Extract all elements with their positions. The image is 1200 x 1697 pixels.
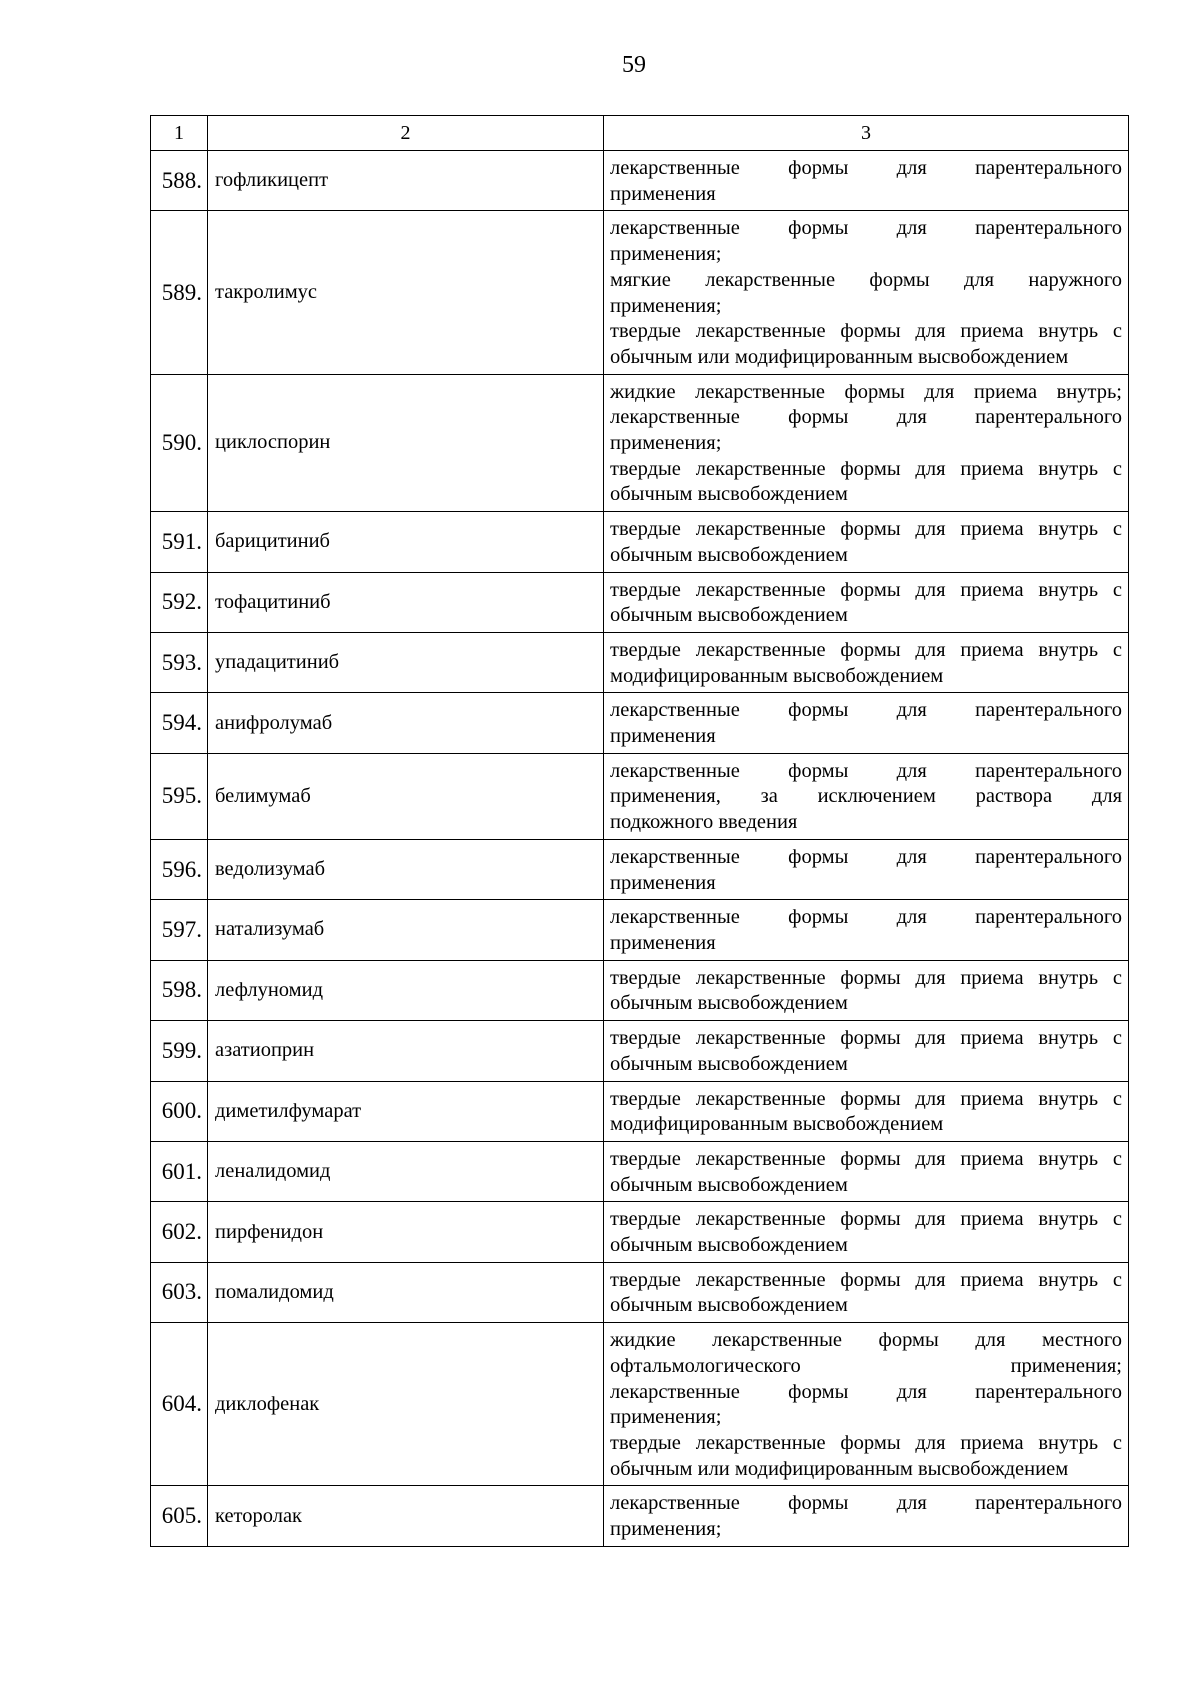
dosage-forms-line: твердые лекарственные формы для приема внутрь с bbox=[610, 1208, 1122, 1231]
dosage-forms-line: обычным или модифицированным высвобождением bbox=[610, 345, 1069, 368]
dosage-forms-line: обычным высвобождением bbox=[610, 992, 848, 1015]
dosage-forms bbox=[604, 900, 1129, 960]
dosage-forms-line: обычным или модифицированным высвобождением bbox=[610, 1457, 1069, 1480]
dosage-forms-line: жидкие лекарственные формы для местного bbox=[610, 1329, 1122, 1352]
drug-name: анифролумаб bbox=[208, 693, 604, 753]
row-number: 594. bbox=[151, 693, 208, 753]
table-row bbox=[151, 900, 1129, 960]
dosage-forms-line: обычным высвобождением bbox=[610, 1294, 848, 1317]
dosage-forms-line: жидкие лекарственные формы для приема внутрь; bbox=[610, 380, 1122, 403]
dosage-forms-line: твердые лекарственные формы для приема внутрь с bbox=[610, 1027, 1122, 1050]
drug-name: упадацитиниб bbox=[208, 632, 604, 692]
dosage-forms bbox=[604, 572, 1129, 632]
dosage-forms bbox=[604, 512, 1129, 572]
dosage-forms-line: применения; bbox=[610, 294, 722, 317]
table-row bbox=[151, 572, 1129, 632]
dosage-forms-line: лекарственные формы для парентерального bbox=[610, 699, 1122, 722]
dosage-forms-line: применения; bbox=[610, 1518, 722, 1541]
dosage-forms bbox=[604, 1323, 1129, 1486]
drug-name: белимумаб bbox=[208, 753, 604, 839]
dosage-forms-line: обычным высвобождением bbox=[610, 483, 848, 506]
drug-name: натализумаб bbox=[208, 900, 604, 960]
row-number: 603. bbox=[151, 1262, 208, 1322]
dosage-forms bbox=[604, 1081, 1129, 1141]
dosage-forms-line: применения bbox=[610, 871, 716, 894]
drug-name: циклоспорин bbox=[208, 374, 604, 512]
dosage-forms-line: твердые лекарственные формы для приема внутрь с bbox=[610, 320, 1122, 343]
dosage-forms bbox=[604, 960, 1129, 1020]
table-row bbox=[151, 1081, 1129, 1141]
dosage-forms-line: лекарственные формы для парентерального bbox=[610, 1380, 1122, 1403]
table-row bbox=[151, 1021, 1129, 1081]
row-number: 597. bbox=[151, 900, 208, 960]
table-row bbox=[151, 1486, 1129, 1546]
table-row bbox=[151, 151, 1129, 211]
table-row bbox=[151, 632, 1129, 692]
dosage-forms-line: твердые лекарственные формы для приема внутрь с bbox=[610, 518, 1122, 541]
dosage-forms bbox=[604, 1202, 1129, 1262]
row-number: 596. bbox=[151, 839, 208, 899]
dosage-forms-line: обычным высвобождением bbox=[610, 1234, 848, 1257]
dosage-forms-line: обычным высвобождением bbox=[610, 543, 848, 566]
dosage-forms-line: лекарственные формы для парентерального bbox=[610, 845, 1122, 868]
dosage-forms-line: применения bbox=[610, 182, 716, 205]
dosage-forms bbox=[604, 1141, 1129, 1201]
row-number: 598. bbox=[151, 960, 208, 1020]
row-number: 593. bbox=[151, 632, 208, 692]
table-row bbox=[151, 1141, 1129, 1201]
drug-name: ведолизумаб bbox=[208, 839, 604, 899]
dosage-forms-line: лекарственные формы для парентерального bbox=[610, 906, 1122, 929]
row-number: 590. bbox=[151, 374, 208, 512]
dosage-forms bbox=[604, 151, 1129, 211]
dosage-forms-line: модифицированным высвобождением bbox=[610, 664, 944, 687]
dosage-forms bbox=[604, 839, 1129, 899]
table-row bbox=[151, 693, 1129, 753]
table-row bbox=[151, 211, 1129, 374]
dosage-forms-line: подкожного введения bbox=[610, 811, 798, 834]
dosage-forms-line: офтальмологического применения; bbox=[610, 1354, 1122, 1377]
dosage-forms-line: применения bbox=[610, 931, 716, 954]
dosage-forms-line: обычным высвобождением bbox=[610, 1052, 848, 1075]
table-row bbox=[151, 1202, 1129, 1262]
dosage-forms-line: твердые лекарственные формы для приема внутрь с bbox=[610, 966, 1122, 989]
dosage-forms bbox=[604, 1021, 1129, 1081]
drug-name: лефлуномид bbox=[208, 960, 604, 1020]
dosage-forms-line: твердые лекарственные формы для приема внутрь с bbox=[610, 1087, 1122, 1110]
row-number: 595. bbox=[151, 753, 208, 839]
dosage-forms-line: мягкие лекарственные формы для наружного bbox=[610, 268, 1122, 291]
dosage-forms-line: лекарственные формы для парентерального bbox=[610, 1492, 1122, 1515]
table-row bbox=[151, 839, 1129, 899]
table-row bbox=[151, 512, 1129, 572]
dosage-forms-line: применения bbox=[610, 725, 716, 748]
row-number: 599. bbox=[151, 1021, 208, 1081]
dosage-forms-line: лекарственные формы для парентерального bbox=[610, 157, 1122, 179]
row-number: 592. bbox=[151, 572, 208, 632]
dosage-forms-line: твердые лекарственные формы для приема внутрь с bbox=[610, 1431, 1122, 1454]
row-number: 604. bbox=[151, 1323, 208, 1486]
drug-name: диметилфумарат bbox=[208, 1081, 604, 1141]
drug-name: такролимус bbox=[208, 211, 604, 374]
dosage-forms-line: твердые лекарственные формы для приема внутрь с bbox=[610, 1268, 1122, 1291]
dosage-forms bbox=[604, 1486, 1129, 1546]
column-header-1: 1 bbox=[151, 116, 208, 151]
dosage-forms bbox=[604, 374, 1129, 512]
drug-name: диклофенак bbox=[208, 1323, 604, 1486]
row-number: 591. bbox=[151, 512, 208, 572]
dosage-forms-line: твердые лекарственные формы для приема внутрь с bbox=[610, 457, 1122, 480]
dosage-forms-line: применения, за исключением раствора для bbox=[610, 785, 1122, 808]
table-row bbox=[151, 1323, 1129, 1486]
drug-name: леналидомид bbox=[208, 1141, 604, 1201]
table-row bbox=[151, 960, 1129, 1020]
column-header-2: 2 bbox=[208, 116, 604, 151]
dosage-forms bbox=[604, 632, 1129, 692]
dosage-forms-line: лекарственные формы для парентерального bbox=[610, 217, 1122, 240]
table-row bbox=[151, 374, 1129, 512]
dosage-forms-line: твердые лекарственные формы для приема внутрь с bbox=[610, 638, 1122, 661]
table-header-row bbox=[151, 116, 1129, 151]
dosage-forms-line: лекарственные формы для парентерального bbox=[610, 406, 1122, 429]
table-row bbox=[151, 753, 1129, 839]
dosage-forms-line: модифицированным высвобождением bbox=[610, 1113, 944, 1136]
dosage-forms-line: обычным высвобождением bbox=[610, 604, 848, 627]
drug-name: гофликицепт bbox=[208, 151, 604, 211]
drug-name: помалидомид bbox=[208, 1262, 604, 1322]
table-row bbox=[151, 1262, 1129, 1322]
dosage-forms-line: лекарственные формы для парентерального bbox=[610, 759, 1122, 782]
dosage-forms bbox=[604, 753, 1129, 839]
row-number: 588. bbox=[151, 151, 208, 211]
row-number: 601. bbox=[151, 1141, 208, 1201]
page-number: 59 bbox=[622, 52, 646, 78]
row-number: 602. bbox=[151, 1202, 208, 1262]
drug-name: пирфенидон bbox=[208, 1202, 604, 1262]
drug-table bbox=[150, 115, 1129, 1547]
drug-name: азатиоприн bbox=[208, 1021, 604, 1081]
drug-name: кеторолак bbox=[208, 1486, 604, 1546]
dosage-forms-line: твердые лекарственные формы для приема внутрь с bbox=[610, 1147, 1122, 1170]
row-number: 605. bbox=[151, 1486, 208, 1546]
dosage-forms-line: обычным высвобождением bbox=[610, 1173, 848, 1196]
dosage-forms bbox=[604, 211, 1129, 374]
drug-name: барицитиниб bbox=[208, 512, 604, 572]
drug-name: тофацитиниб bbox=[208, 572, 604, 632]
dosage-forms-line: твердые лекарственные формы для приема внутрь с bbox=[610, 578, 1122, 601]
dosage-forms-line: применения; bbox=[610, 243, 722, 266]
row-number: 600. bbox=[151, 1081, 208, 1141]
row-number: 589. bbox=[151, 211, 208, 374]
dosage-forms bbox=[604, 693, 1129, 753]
dosage-forms bbox=[604, 1262, 1129, 1322]
dosage-forms-line: применения; bbox=[610, 1406, 722, 1429]
column-header-3: 3 bbox=[604, 116, 1129, 151]
dosage-forms-line: применения; bbox=[610, 432, 722, 455]
